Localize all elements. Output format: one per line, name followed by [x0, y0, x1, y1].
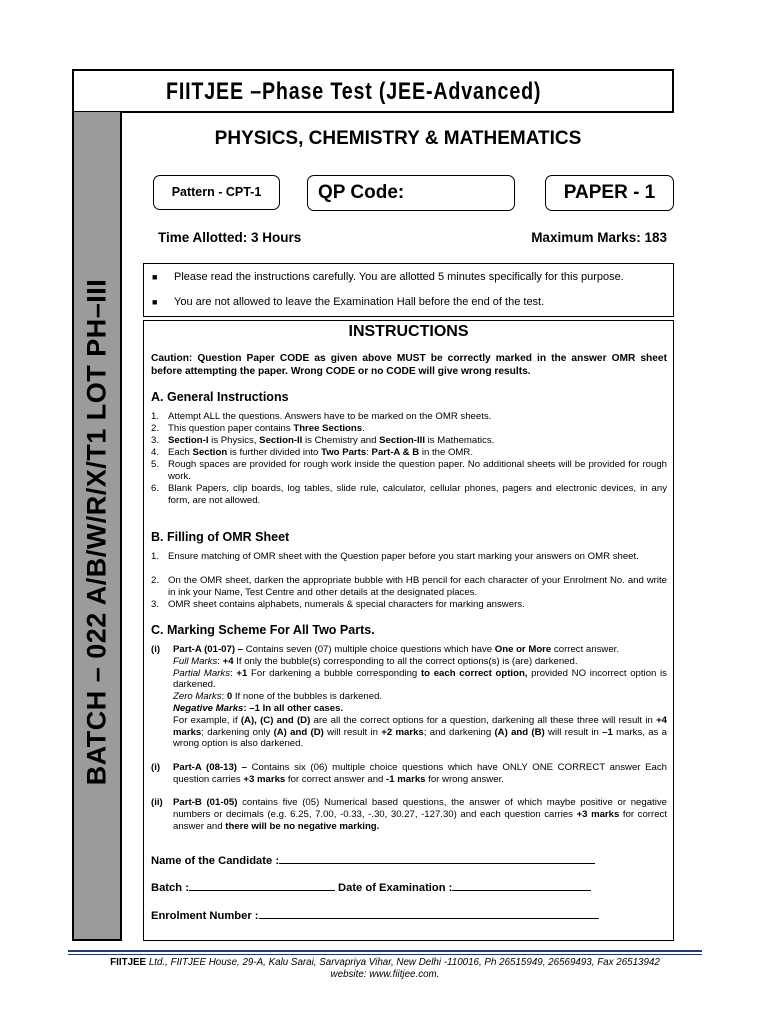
instructions-box [143, 320, 674, 941]
list-item [151, 411, 667, 423]
footer-rule [68, 954, 702, 955]
notice-box [143, 263, 674, 317]
list-item-number: (i) [151, 644, 161, 655]
candidate-name-line[interactable] [279, 853, 595, 864]
bullet-icon: ■ [152, 272, 158, 282]
list-item-number: 5. [151, 459, 160, 470]
section-a-heading: A. General Instructions [151, 390, 289, 404]
list-item-number: 2. [151, 575, 160, 586]
batch-label: BATCH – 022 A/B/W/R/X/T1 LOT PH–III [81, 278, 112, 786]
list-item-text: On the OMR sheet, darken the appropriate bubble with HB pencil for each character of your Enrolment No. and write in ink your Name, Test Centre and other details at the designated places. [168, 575, 667, 598]
list-item-number: 6. [151, 483, 160, 494]
list-item [151, 551, 667, 563]
list-item-number: (ii) [151, 797, 163, 808]
batch-date-field: Batch : Date of Examination : [151, 880, 591, 894]
pattern-box [153, 175, 280, 210]
list-item-number: 3. [151, 599, 160, 610]
footer-brand: FIITJEE [110, 957, 147, 968]
caution-text: Caution: Question Paper CODE as given above MUST be correctly marked in the answer OMR sheet before attempting the paper. Wrong CODE or no CODE will give wrong results. [151, 353, 667, 377]
list-item-text: Blank Papers, clip boards, log tables, slide rule, calculator, cellular phones, pagers and electronic devices, in any form, are not allowed. [168, 483, 667, 506]
list-item [151, 762, 667, 786]
list-item-text: Rough spaces are provided for rough work inside the question paper. No additional sheets will be provided for rough work. [168, 459, 667, 482]
subject-title: PHYSICS, CHEMISTRY & MATHEMATICS [214, 128, 582, 149]
list-item [151, 644, 667, 750]
list-item-text: Section-I is Physics, Section-II is Chemistry and Section-III is Mathematics. [168, 435, 495, 446]
paper-box [545, 175, 674, 211]
list-item-number: 1. [151, 551, 160, 562]
list-item-text: This question paper contains Three Sections. [168, 423, 365, 434]
list-item [151, 459, 667, 483]
notice-item: ■ You are not allowed to leave the Examination Hall before the end of the test. [152, 296, 545, 308]
enrolment-line[interactable] [259, 908, 599, 919]
list-item [151, 483, 667, 507]
footer-address: FIITJEE Ltd., FIITJEE House, 29-A, Kalu Sarai, Sarvapriya Vihar, New Delhi -110016, Ph 26515949, 26569493, Fax 26513942 website: www.fiitjee.com. [68, 957, 702, 981]
list-item-text: Part-A (01-07) – Contains seven (07) multiple choice questions which have One or More correct answer. Full Marks: +4 If only the bubble(s) corresponding to all the correct options(s) is (are) darkened. Partial Marks: +1 For darkening a bubble corresponding to each correct option, provided NO incorrect option is darkened. Zero Marks: 0 If none of the bubbles is darkened. Negative Marks: –1 In all other cases. For example, if (A), (C) and (D) are all the correct options for a question, darkening all these three will result in +4 marks; darkening only (A) and (D) will result in +2 marks; and darkening (A) and (B) will result in –1 marks, as a wrong option is also darkened. [173, 644, 668, 750]
list-item [151, 575, 667, 599]
paper-label: PAPER - 1 [563, 182, 656, 203]
instructions-title: INSTRUCTIONS [348, 323, 469, 340]
time-allotted: Time Allotted: 3 Hours [158, 230, 302, 245]
pattern-label: Pattern - CPT-1 [171, 185, 262, 199]
list-item [151, 599, 667, 611]
page-title: FIITJEE –Phase Test (JEE-Advanced) [166, 78, 542, 105]
maximum-marks: Maximum Marks: 183 [531, 230, 667, 245]
batch-line[interactable] [189, 880, 335, 891]
list-item-text: Part-B (01-05) contains five (05) Numerical based questions, the answer of which maybe positive or negative numbers or decimals (e.g. 6.25, 7.00, -0.33, -.30, 30.27, -127.30) and each question carries +3 marks for correct answer and there will be no negative marking. [173, 797, 667, 832]
list-item-number: 3. [151, 435, 160, 446]
header-box [72, 69, 674, 113]
footer-rule [68, 950, 702, 952]
exam-date-line[interactable] [452, 880, 591, 891]
list-item-text: OMR sheet contains alphabets, numerals & special characters for marking answers. [168, 599, 525, 610]
list-item-number: (i) [151, 762, 161, 773]
list-item [151, 423, 667, 435]
bullet-icon: ■ [152, 297, 158, 307]
candidate-name-field: Name of the Candidate : [151, 853, 595, 867]
list-item-number: 1. [151, 411, 160, 422]
enrolment-field: Enrolment Number : [151, 908, 599, 922]
list-item-text: Attempt ALL the questions. Answers have to be marked on the OMR sheets. [168, 411, 492, 422]
list-item [151, 797, 667, 832]
list-item-text: Part-A (08-13) – Contains six (06) multiple choice questions which have ONLY ONE CORRECT answer Each question carries +3 marks for correct answer and -1 marks for wrong answer. [173, 762, 667, 785]
qp-code-box [307, 175, 515, 211]
footer-website: website: www.fiitjee.com. [330, 969, 440, 980]
notice-item: ■ Please read the instructions carefully. You are allotted 5 minutes specifically for this purpose. [152, 271, 624, 283]
list-item-text: Ensure matching of OMR sheet with the Question paper before you start marking your answers on OMR sheet. [168, 551, 639, 562]
list-item-number: 4. [151, 447, 160, 458]
section-b-heading: B. Filling of OMR Sheet [151, 530, 290, 544]
list-item [151, 435, 667, 447]
list-item-text: Each Section is further divided into Two Parts: Part-A & B in the OMR. [168, 447, 474, 458]
qp-code-label: QP Code: [318, 182, 405, 203]
list-item [151, 447, 667, 459]
list-item-number: 2. [151, 423, 160, 434]
section-c-heading: C. Marking Scheme For All Two Parts. [151, 623, 375, 637]
